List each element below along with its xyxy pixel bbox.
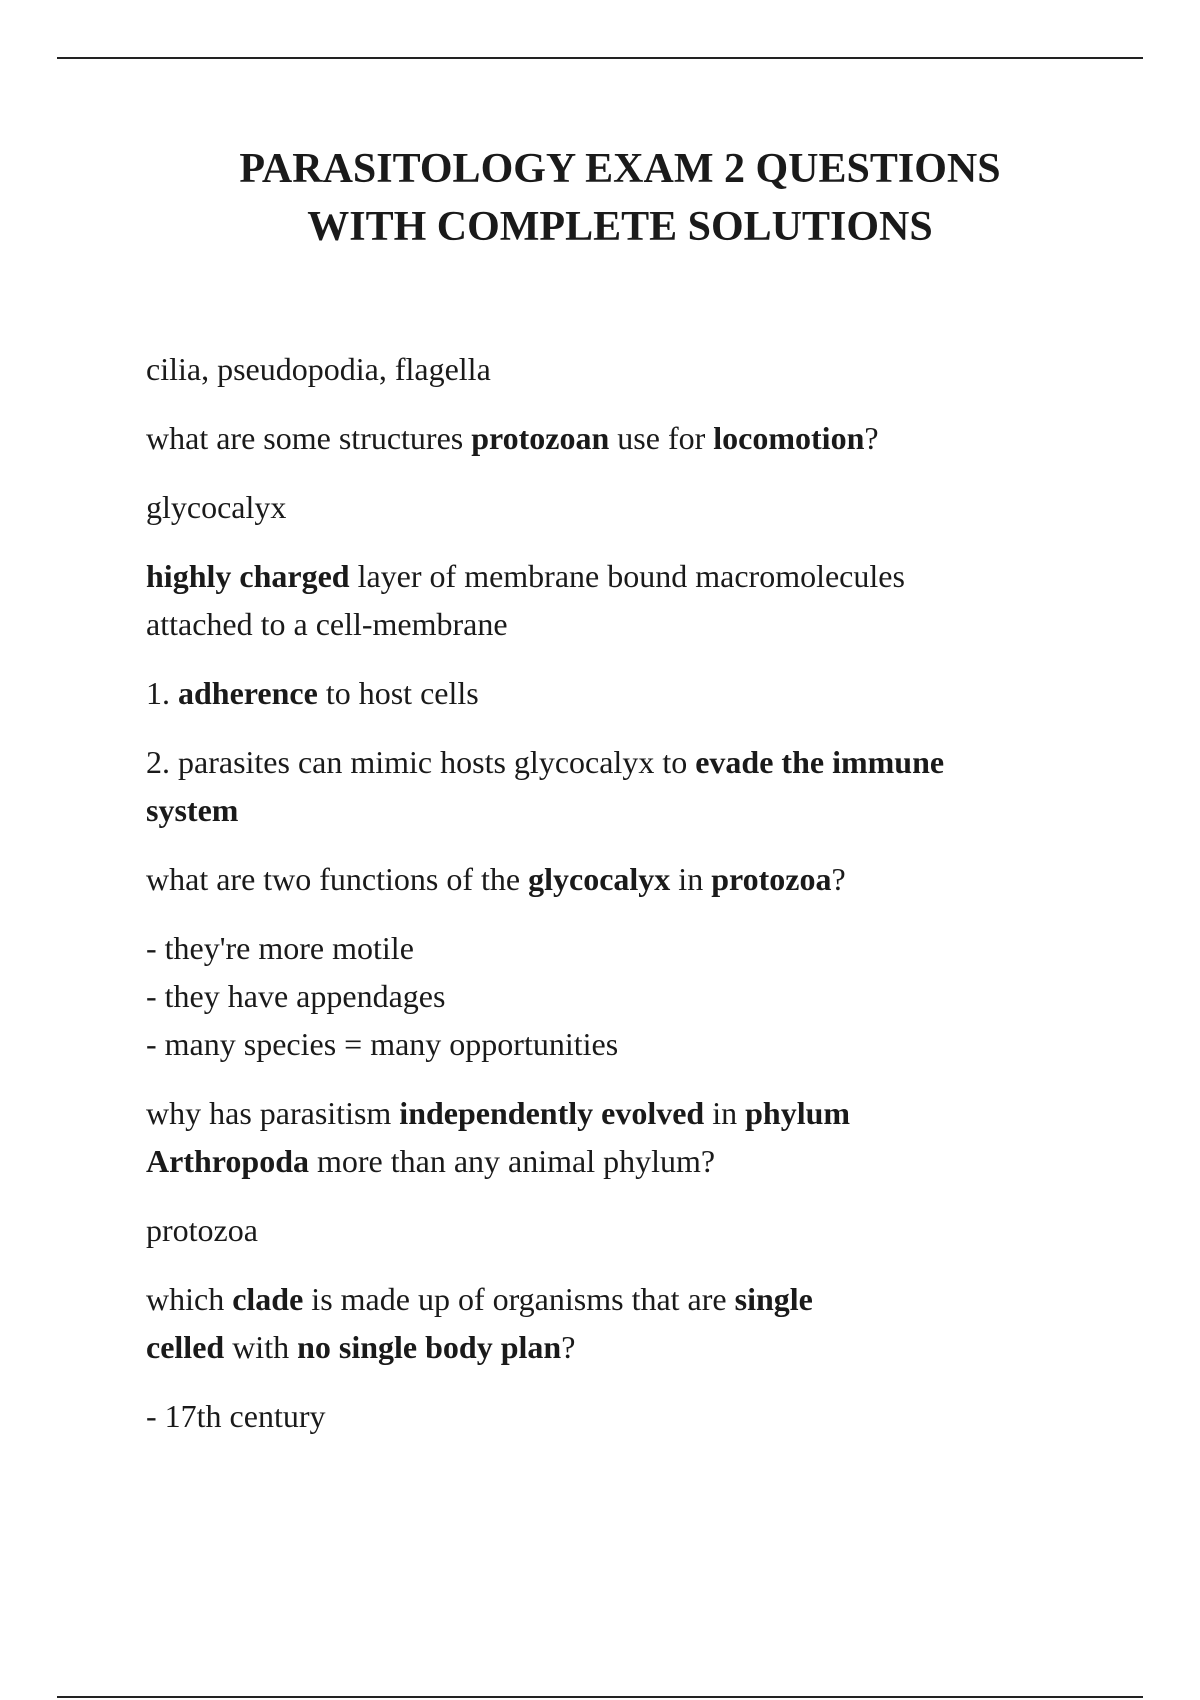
function-item-2: 2. parasites can mimic hosts glycocalyx to evade the immune system bbox=[146, 744, 945, 828]
answer-century: - 17th century bbox=[146, 1398, 326, 1434]
list-item: - many species = many opportunities bbox=[146, 1026, 619, 1062]
list-item: - they have appendages bbox=[146, 978, 446, 1014]
qa-content bbox=[146, 345, 1096, 1461]
document-title bbox=[0, 140, 1200, 256]
header-rule bbox=[57, 57, 1143, 59]
answer-clade: protozoa bbox=[146, 1212, 258, 1248]
list-item: - they're more motile bbox=[146, 930, 414, 966]
title-line-2: WITH COMPLETE SOLUTIONS bbox=[307, 204, 933, 250]
title-line-1: PARASITOLOGY EXAM 2 QUESTIONS bbox=[239, 146, 1001, 192]
definition-glycocalyx: highly charged layer of membrane bound macromolecules attached to a cell-membrane bbox=[146, 558, 905, 642]
footer-rule bbox=[57, 1696, 1143, 1698]
question-locomotion: what are some structures protozoan use for locomotion? bbox=[146, 420, 879, 456]
answer-arthropoda-list bbox=[146, 924, 1096, 1068]
question-arthropoda: why has parasitism independently evolved in phylum Arthropoda more than any animal phylum? bbox=[146, 1095, 851, 1179]
function-item-1: 1. adherence to host cells bbox=[146, 675, 479, 711]
question-clade: which clade is made up of organisms that are single celled with no single body plan? bbox=[146, 1281, 813, 1365]
question-glycocalyx-functions: what are two functions of the glycocalyx in protozoa? bbox=[146, 861, 846, 897]
answer-locomotion: cilia, pseudopodia, flagella bbox=[146, 351, 491, 387]
term-glycocalyx: glycocalyx bbox=[146, 489, 287, 525]
